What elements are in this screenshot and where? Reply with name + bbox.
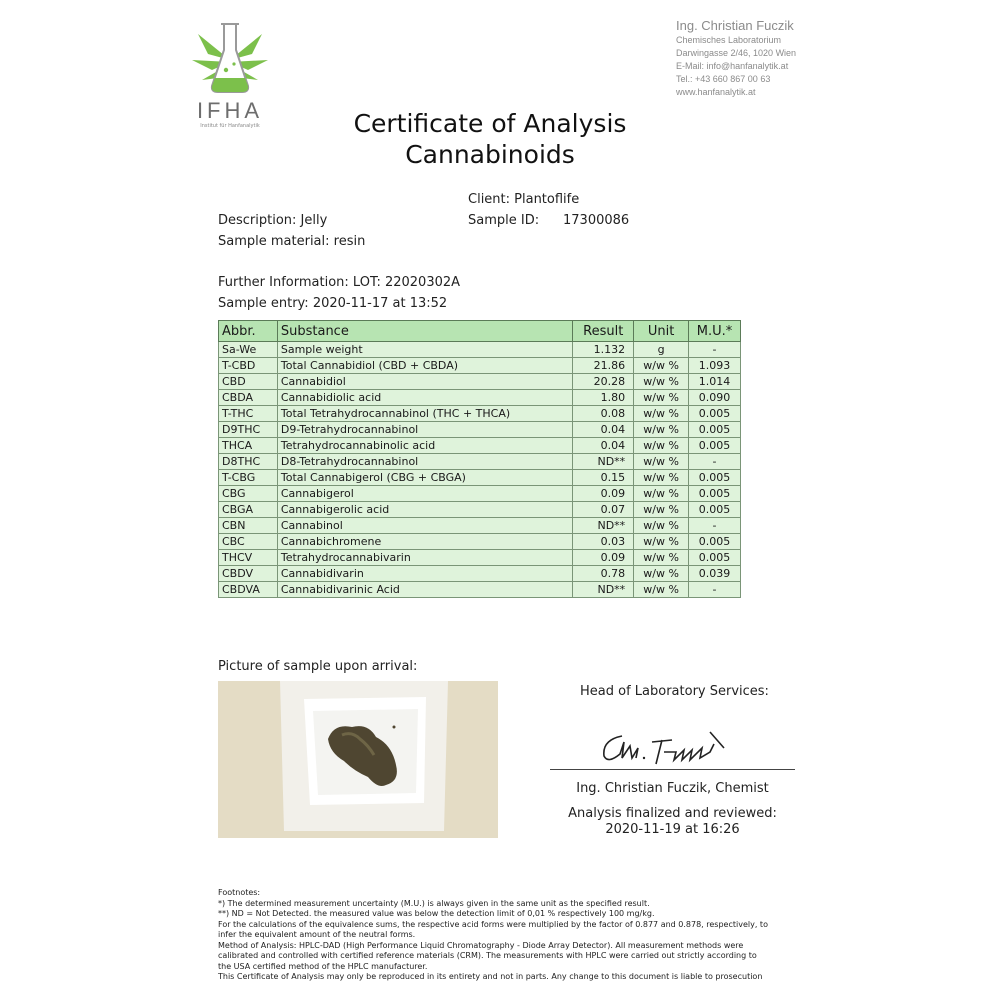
- cell-abbr: T-THC: [219, 406, 278, 422]
- finalized-label: Analysis finalized and reviewed:: [568, 806, 777, 821]
- cell-unit: w/w %: [634, 358, 689, 374]
- cell-result: ND**: [573, 518, 634, 534]
- cell-result: 1.80: [573, 390, 634, 406]
- results-body: [219, 342, 741, 598]
- cell-mu: 0.005: [689, 438, 741, 454]
- cell-substance: Cannabidiolic acid: [277, 390, 572, 406]
- footnote-line: calibrated and controlled with certified reference materials (CRM). The measurements with HPLC were carried out strictly according to: [218, 951, 757, 960]
- header-abbr: Abbr.: [219, 321, 278, 342]
- cell-mu: 0.005: [689, 502, 741, 518]
- lab-name: Ing. Christian Fuczik: [676, 18, 794, 33]
- table-row: [219, 502, 741, 518]
- cell-result: 0.04: [573, 422, 634, 438]
- sample-id-label: Sample ID:: [468, 213, 540, 228]
- cell-unit: w/w %: [634, 390, 689, 406]
- cell-abbr: Sa-We: [219, 342, 278, 358]
- table-row: [219, 438, 741, 454]
- cell-substance: Total Cannabidiol (CBD + CBDA): [277, 358, 572, 374]
- cell-mu: -: [689, 454, 741, 470]
- further-information: Further Information: LOT: 22020302A: [218, 275, 461, 290]
- sample-entry: Sample entry: 2020-11-17 at 13:52: [218, 296, 448, 311]
- cell-abbr: CBDVA: [219, 582, 278, 598]
- cell-abbr: D8THC: [219, 454, 278, 470]
- cell-abbr: CBGA: [219, 502, 278, 518]
- cell-unit: w/w %: [634, 422, 689, 438]
- footnote-line: infer the equivalent amount of the neutral forms.: [218, 930, 416, 939]
- cell-abbr: CBDA: [219, 390, 278, 406]
- footnotes-heading: Footnotes:: [218, 888, 261, 897]
- cell-abbr: T-CBD: [219, 358, 278, 374]
- cell-unit: w/w %: [634, 550, 689, 566]
- cell-result: ND**: [573, 454, 634, 470]
- footnote-line: the USA certified method of the HPLC manufacturer.: [218, 961, 428, 971]
- cell-substance: Cannabinol: [277, 518, 572, 534]
- cell-result: 1.132: [573, 342, 634, 358]
- cell-unit: w/w %: [634, 454, 689, 470]
- finalized-date: 2020-11-19 at 16:26: [605, 822, 740, 837]
- cell-mu: 0.039: [689, 566, 741, 582]
- cell-substance: Cannabidivarin: [277, 566, 572, 582]
- cell-substance: Tetrahydrocannabivarin: [277, 550, 572, 566]
- cell-mu: 1.014: [689, 374, 741, 390]
- cell-mu: 0.005: [689, 486, 741, 502]
- cell-mu: 0.005: [689, 422, 741, 438]
- cell-abbr: T-CBG: [219, 470, 278, 486]
- cell-mu: -: [689, 342, 741, 358]
- logo-subtitle: Institut für Hanfanalytik: [200, 123, 260, 129]
- cell-abbr: THCV: [219, 550, 278, 566]
- cell-abbr: THCA: [219, 438, 278, 454]
- sample-material: Sample material: resin: [218, 234, 366, 249]
- cell-abbr: CBC: [219, 534, 278, 550]
- cell-mu: 1.093: [689, 358, 741, 374]
- cell-unit: w/w %: [634, 438, 689, 454]
- cell-abbr: CBG: [219, 486, 278, 502]
- cell-mu: -: [689, 518, 741, 534]
- cell-substance: Tetrahydrocannabinolic acid: [277, 438, 572, 454]
- cell-mu: 0.005: [689, 550, 741, 566]
- signature: [592, 722, 742, 770]
- table-row: [219, 358, 741, 374]
- header-result: Result: [573, 321, 634, 342]
- title-line-1: Certificate of Analysis: [353, 109, 627, 138]
- header-substance: Substance: [277, 321, 572, 342]
- header-mu: M.U.*: [689, 321, 741, 342]
- lab-phone: Tel.: +43 660 867 00 63: [676, 74, 771, 84]
- cell-result: 0.78: [573, 566, 634, 582]
- table-row: [219, 406, 741, 422]
- client-info: Client: Plantoflife: [468, 192, 580, 207]
- cell-unit: w/w %: [634, 502, 689, 518]
- cell-result: 0.15: [573, 470, 634, 486]
- cell-result: ND**: [573, 582, 634, 598]
- table-row: [219, 342, 741, 358]
- table-row: [219, 518, 741, 534]
- title-line-2: Cannabinoids: [405, 140, 575, 169]
- sample-photo: [218, 681, 498, 838]
- sample-id: 17300086: [563, 213, 630, 228]
- cell-mu: 0.090: [689, 390, 741, 406]
- signature-line: [550, 769, 795, 770]
- cell-unit: w/w %: [634, 374, 689, 390]
- cell-mu: 0.005: [689, 470, 741, 486]
- cell-result: 0.03: [573, 534, 634, 550]
- cell-abbr: CBDV: [219, 566, 278, 582]
- table-row: [219, 550, 741, 566]
- lab-email: E-Mail: info@hanfanalytik.at: [676, 61, 789, 71]
- cannabis-flask-icon: [188, 20, 272, 98]
- cell-substance: Sample weight: [277, 342, 572, 358]
- description: Description: Jelly: [218, 213, 328, 228]
- document-title: [200, 108, 780, 170]
- table-row: [219, 566, 741, 582]
- lab-address-line: Darwingasse 2/46, 1020 Wien: [676, 48, 797, 58]
- table-row: [219, 422, 741, 438]
- footnote-line: *) The determined measurement uncertainty (M.U.) is always given in the same unit as the specified result.: [218, 898, 650, 908]
- table-row: [219, 582, 741, 598]
- cell-result: 0.09: [573, 486, 634, 502]
- cell-mu: 0.005: [689, 406, 741, 422]
- footnotes: [218, 888, 818, 983]
- cell-unit: w/w %: [634, 534, 689, 550]
- cell-unit: w/w %: [634, 582, 689, 598]
- cell-substance: Cannabigerol: [277, 486, 572, 502]
- table-row: [219, 374, 741, 390]
- cell-result: 0.08: [573, 406, 634, 422]
- cell-substance: Cannabidiol: [277, 374, 572, 390]
- table-row: [219, 486, 741, 502]
- cell-unit: g: [634, 342, 689, 358]
- cell-substance: Total Cannabigerol (CBG + CBGA): [277, 470, 572, 486]
- signer-name: Ing. Christian Fuczik, Chemist: [576, 781, 769, 796]
- footnote-line: Method of Analysis: HPLC-DAD (High Performance Liquid Chromatography - Diode Array Detector). All measurement methods were: [218, 940, 744, 950]
- lab-line: Chemisches Laboratorium: [676, 35, 782, 45]
- footnote-line: For the calculations of the equivalence sums, the respective acid forms were multiplied by the factor of 0.877 and 0.878, respectively, to: [218, 919, 768, 929]
- results-table: [218, 320, 741, 598]
- footnote-line: **) ND = Not Detected. the measured value was below the detection limit of 0,01 % respectively 100 mg/kg.: [218, 909, 655, 918]
- header-unit: Unit: [634, 321, 689, 342]
- cell-unit: w/w %: [634, 518, 689, 534]
- footnote-line: This Certificate of Analysis may only be reproduced in its entirety and not in parts. Any change to this document is liable to prosecution: [218, 972, 763, 981]
- cell-abbr: D9THC: [219, 422, 278, 438]
- cell-unit: w/w %: [634, 470, 689, 486]
- cell-unit: w/w %: [634, 486, 689, 502]
- cell-result: 0.09: [573, 550, 634, 566]
- cell-abbr: CBN: [219, 518, 278, 534]
- cell-mu: 0.005: [689, 534, 741, 550]
- picture-label: Picture of sample upon arrival:: [218, 659, 418, 674]
- table-row: [219, 534, 741, 550]
- logo-wordmark: IFHA: [196, 98, 264, 123]
- table-row: [219, 390, 741, 406]
- cell-substance: D9-Tetrahydrocannabinol: [277, 422, 572, 438]
- lab-address: [676, 18, 796, 99]
- cell-result: 0.04: [573, 438, 634, 454]
- cell-unit: w/w %: [634, 406, 689, 422]
- cell-substance: Total Tetrahydrocannabinol (THC + THCA): [277, 406, 572, 422]
- lab-website: www.hanfanalytik.at: [676, 87, 756, 97]
- cell-substance: Cannabigerolic acid: [277, 502, 572, 518]
- cell-result: 20.28: [573, 374, 634, 390]
- cell-result: 0.07: [573, 502, 634, 518]
- cell-substance: Cannabidivarinic Acid: [277, 582, 572, 598]
- cell-unit: w/w %: [634, 566, 689, 582]
- table-row: [219, 454, 741, 470]
- head-of-lab-label: Head of Laboratory Services:: [580, 684, 769, 699]
- table-row: [219, 470, 741, 486]
- table-header-row: [219, 321, 741, 342]
- cell-result: 21.86: [573, 358, 634, 374]
- cell-substance: Cannabichromene: [277, 534, 572, 550]
- cell-substance: D8-Tetrahydrocannabinol: [277, 454, 572, 470]
- cell-mu: -: [689, 582, 741, 598]
- cell-abbr: CBD: [219, 374, 278, 390]
